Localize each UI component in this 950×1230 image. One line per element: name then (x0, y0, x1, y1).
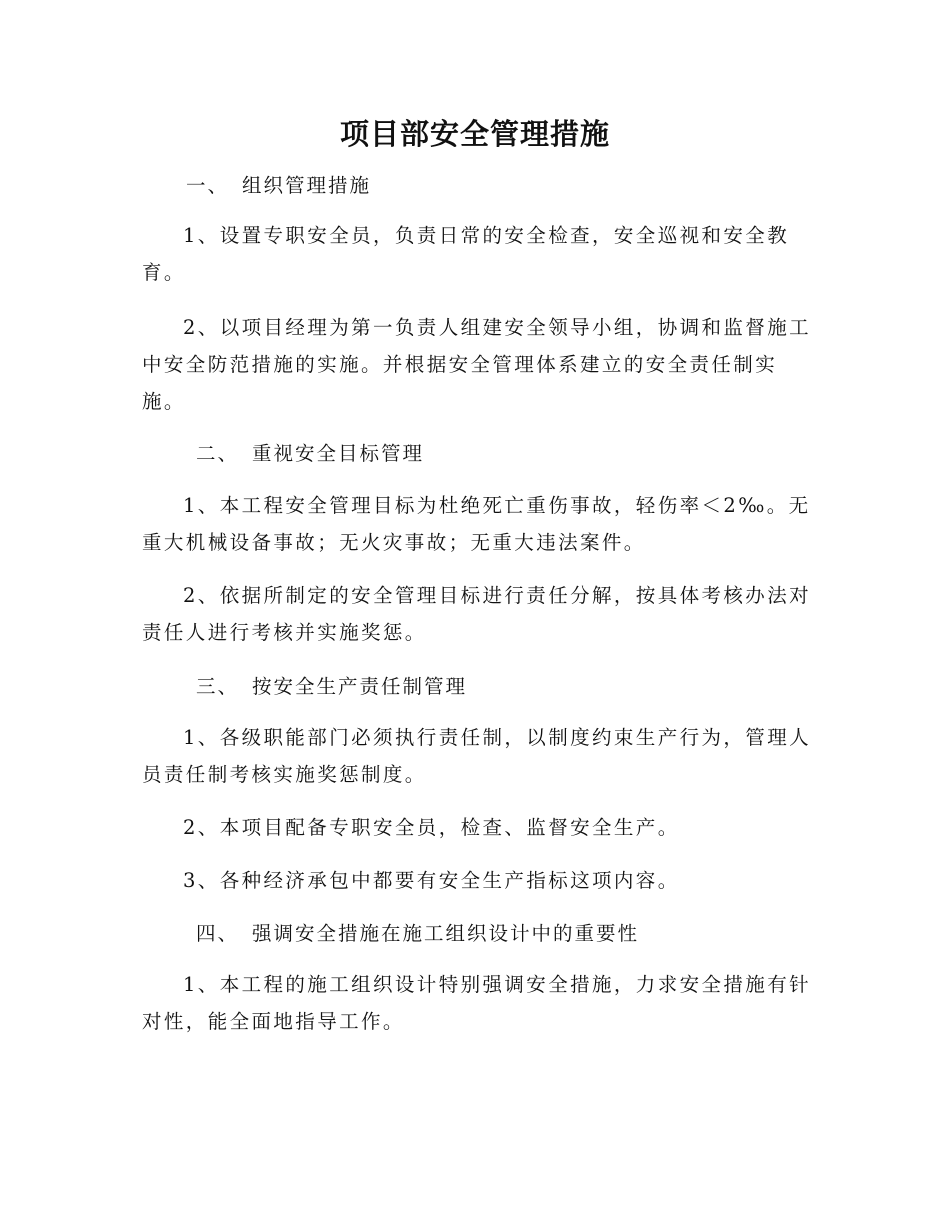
paragraph-line: 员责任制考核实施奖惩制度。 (142, 763, 427, 786)
section-title-4: 强调安全措施在施工组织设计中的重要性 (252, 922, 640, 945)
paragraph-line: 重大机械设备事故；无火灾事故；无重大违法案件。 (142, 531, 646, 554)
section-title-1: 组织管理措施 (242, 174, 372, 197)
paragraph-3-2 (142, 809, 807, 846)
paragraph-line: 3、各种经济承包中都要有安全生产指标这项内容。 (183, 869, 680, 892)
paragraph-line: 1、本工程的施工组织设计特别强调安全措施，力求安全措施有针 (183, 973, 812, 996)
paragraph-line: 施。 (142, 390, 186, 413)
paragraph-1-2 (142, 309, 812, 420)
paragraph-line: 对性，能全面地指导工作。 (142, 1010, 405, 1033)
section-heading-2 (196, 438, 424, 466)
paragraph-3-3 (142, 862, 807, 899)
section-title-3: 按安全生产责任制管理 (252, 675, 468, 698)
paragraph-1-1 (142, 217, 807, 291)
paragraph-2-2 (142, 577, 812, 651)
paragraph-line: 1、设置专职安全员，负责日常的安全检查，安全巡视和安全教 (183, 224, 790, 247)
section-heading-4 (196, 918, 639, 946)
paragraph-line: 1、各级职能部门必须执行责任制，以制度约束生产行为，管理人 (183, 726, 812, 749)
paragraph-line: 责任人进行考核并实施奖惩。 (142, 621, 427, 644)
paragraph-4-1 (142, 966, 812, 1040)
section-number-2: 二、 (196, 442, 240, 465)
section-heading-1 (186, 170, 371, 198)
paragraph-line: 2、以项目经理为第一负责人组建安全领导小组，协调和监督施工 (183, 316, 812, 339)
paragraph-line: 2、本项目配备专职安全员，检查、监督安全生产。 (183, 816, 680, 839)
section-number-3: 三、 (196, 675, 240, 698)
section-heading-3 (196, 671, 467, 699)
paragraph-line: 中安全防范措施的实施。并根据安全管理体系建立的安全责任制实 (142, 353, 778, 376)
paragraph-3-1 (142, 719, 812, 793)
document-title: 项目部安全管理措施 (339, 117, 610, 151)
paragraph-line: 1、本工程安全管理目标为杜绝死亡重伤事故，轻伤率＜2‰。无 (183, 494, 811, 517)
section-number-4: 四、 (196, 922, 240, 945)
paragraph-line: 育。 (142, 261, 186, 284)
section-title-2: 重视安全目标管理 (252, 442, 425, 465)
paragraph-line: 2、依据所制定的安全管理目标进行责任分解，按具体考核办法对 (183, 584, 812, 607)
section-number-1: 一、 (186, 174, 230, 197)
paragraph-2-1 (142, 487, 811, 561)
